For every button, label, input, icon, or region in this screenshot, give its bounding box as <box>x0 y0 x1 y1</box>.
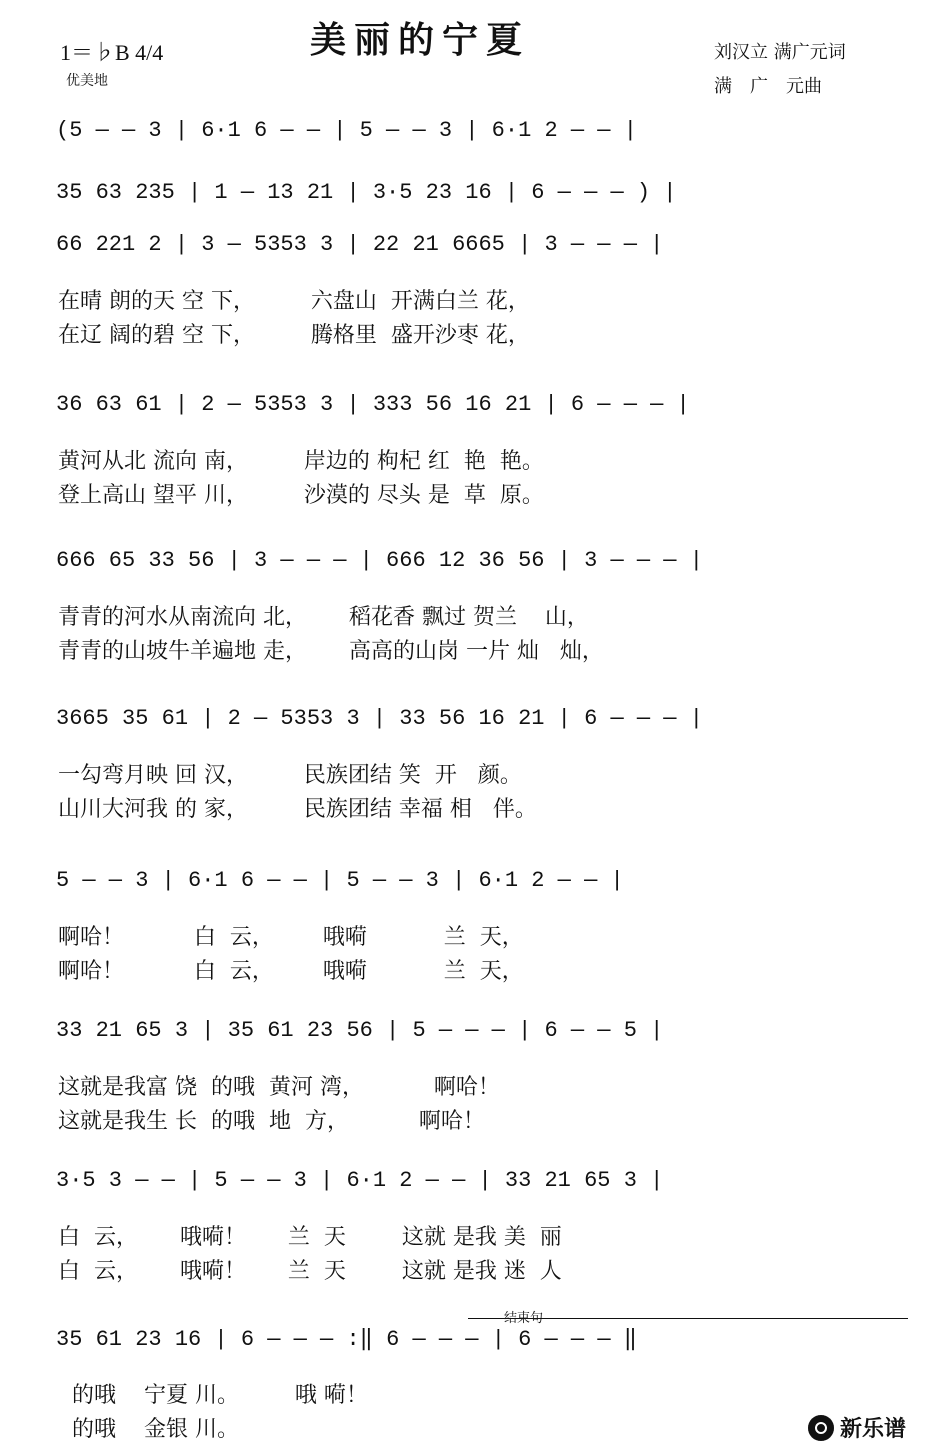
notation-line <box>56 548 912 584</box>
song-title: 美丽的宁夏 <box>310 19 531 61</box>
notation-line <box>56 1168 912 1204</box>
notation-text: 33 21 65 3 | 35 61 23 56 | 5 — — — | 6 — — 5 | <box>56 1018 664 1043</box>
lyric-line: 登上高山 望平 川， 沙漠的 尽头 是 草 原。 <box>58 483 544 508</box>
notation-line <box>56 232 912 268</box>
notation-text: 35 63 235 | 1 — 13 21 | 3·5 23 16 | 6 — — — ) | <box>56 180 677 205</box>
notation-text: 66 221 2 | 3 — 5353 3 | 22 21 6665 | 3 — — — | <box>56 232 664 257</box>
notation-text: (5 — — 3 | 6·1 6 — — | 5 — — 3 | 6·1 2 — — | <box>56 118 637 143</box>
lyric-line: 这就是我富 饶 的哦 黄河 湾， 啊哈！ <box>58 1075 500 1100</box>
lyric-line: 啊哈！ 白 云， 哦嗬 兰 天， <box>58 959 524 984</box>
notation-text: 36 63 61 | 2 — 5353 3 | 333 56 16 21 | 6 — — — | <box>56 392 690 417</box>
tempo-marking: 优美地 <box>66 73 108 89</box>
lyric-line: 的哦 金银 川。 <box>58 1417 239 1442</box>
lyric-line: 白 云， 哦嗬！ 兰 天 这就 是我 迷 人 <box>58 1259 562 1284</box>
notation-line <box>56 118 912 154</box>
notation-text: 666 65 33 56 | 3 — — — | 666 12 36 56 | 3 — — — | <box>56 548 703 573</box>
lyric-line: 啊哈！ 白 云， 哦嗬 兰 天， <box>58 925 524 950</box>
lyric-line: 在晴 朗的天 空 下， 六盘山 开满白兰 花， <box>58 289 530 314</box>
lyric-line: 青青的山坡牛羊遍地 走， 高高的山岗 一片 灿 灿， <box>58 639 604 664</box>
composer-credit: 满 广 元曲 <box>714 76 822 97</box>
notation-line <box>56 1018 912 1054</box>
notation-text: 3665 35 61 | 2 — 5353 3 | 33 56 16 21 | 6 — — — | <box>56 706 703 731</box>
watermark-logo <box>808 1412 906 1443</box>
lyric-line: 的哦 宁夏 川。 哦 嗬！ <box>58 1383 368 1408</box>
watermark-text: 新乐谱 <box>840 1417 907 1442</box>
lyric-line: 这就是我生 长 的哦 地 方， 啊哈！ <box>58 1109 485 1134</box>
disc-icon <box>808 1415 834 1441</box>
notation-text: 3·5 3 — — | 5 — — 3 | 6·1 2 — — | 33 21 65 3 | <box>56 1168 664 1193</box>
key-signature: 1＝♭B 4/4 <box>60 40 164 65</box>
notation-text: 5 — — 3 | 6·1 6 — — | 5 — — 3 | 6·1 2 — — | <box>56 868 624 893</box>
notation-line <box>56 180 912 216</box>
lyricist-credit: 刘汉立 满广元词 <box>714 42 846 63</box>
lyric-line: 在辽 阔的碧 空 下， 腾格里 盛开沙枣 花， <box>58 323 530 348</box>
notation-line <box>56 1326 912 1362</box>
notation-line <box>56 706 912 742</box>
notation-line <box>56 392 912 428</box>
lyric-line: 山川大河我 的 家， 民族团结 幸福 相 伴。 <box>58 797 537 822</box>
ending-bracket <box>468 1318 908 1319</box>
lyric-line: 一勾弯月映 回 汉， 民族团结 笑 开 颜。 <box>58 763 522 788</box>
notation-line <box>56 868 912 904</box>
notation-text: 35 61 23 16 | 6 — — — :‖ 6 — — — | 6 — — — ‖ <box>56 1327 637 1352</box>
lyric-line: 白 云， 哦嗬！ 兰 天 这就 是我 美 丽 <box>58 1225 562 1250</box>
lyric-line: 青青的河水从南流向 北， 稻花香 飘过 贺兰 山， <box>58 605 589 630</box>
ending-label: 结束句 <box>504 1311 544 1326</box>
lyric-line: 黄河从北 流向 南， 岸边的 枸杞 红 艳 艳。 <box>58 449 544 474</box>
